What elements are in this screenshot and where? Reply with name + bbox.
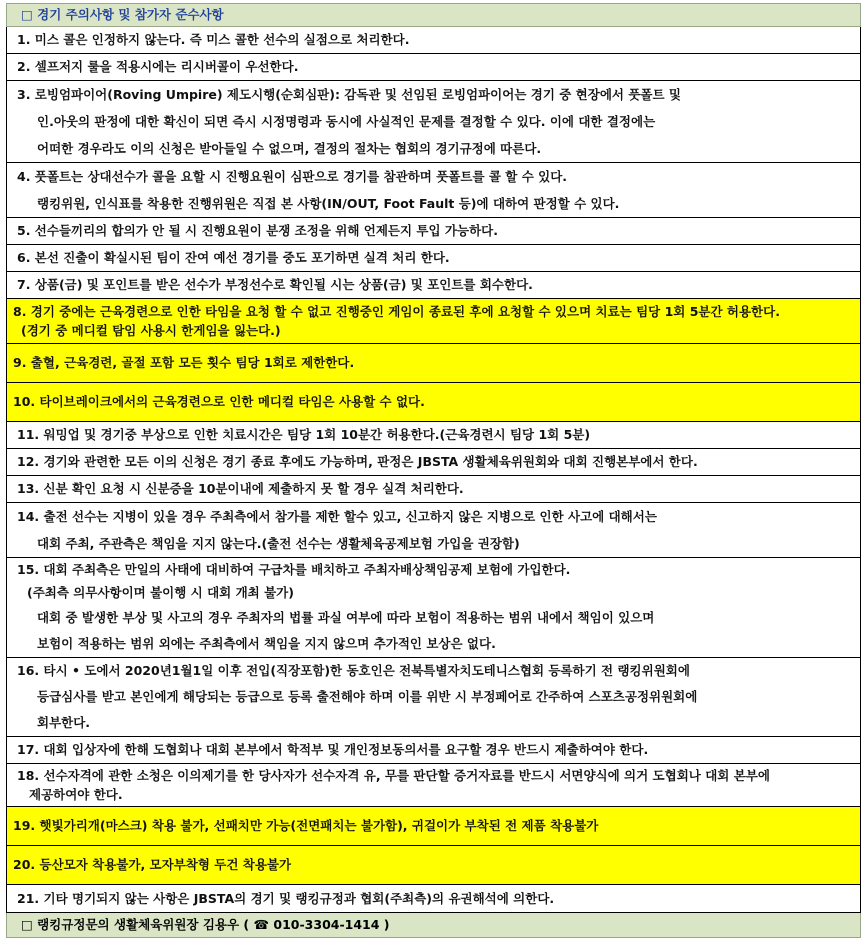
rule-row	[7, 476, 861, 503]
rule-4-line-2: 랭킹위원, 인식표를 착용한 진행위원은 직접 본 사항(IN/OUT, Foot Fault 등)에 대하여 판정할 수 있다.	[7, 190, 861, 218]
rule-1: 1. 미스 콜은 인정하지 않는다. 즉 미스 콜한 선수의 실점으로 처리한다.	[7, 27, 861, 54]
rule-4-line-1: 4. 풋폴트는 상대선수가 콜을 요할 시 진행요원이 심판으로 경기를 참관하며 풋폴트를 콜 할 수 있다.	[7, 163, 861, 191]
rule-row-highlight	[7, 807, 861, 846]
rule-row	[7, 81, 861, 109]
rule-row	[7, 272, 861, 299]
rule-row-highlight	[7, 344, 861, 383]
rule-18-line-2: 제공하여야 한다.	[29, 787, 123, 802]
rule-row	[7, 108, 861, 135]
rule-2: 2. 셀프저지 룰을 적용시에는 리시버콜이 우선한다.	[7, 54, 861, 81]
footer-row	[7, 913, 861, 938]
rule-16-line-1: 16. 타시 • 도에서 2020년1월1일 이후 전입(직장포함)한 동호인은 전북특별자치도테니스협회 등록하기 전 랭킹위원회에	[7, 658, 861, 685]
rule-8-line-2: (경기 중 메디컬 탐임 사용시 한게임을 잃는다.)	[21, 323, 281, 338]
rule-row	[7, 631, 861, 658]
rule-5: 5. 선수들끼리의 합의가 안 될 시 진행요원이 분쟁 조정을 위해 언제든지 투입 가능하다.	[7, 218, 861, 245]
rule-row	[7, 530, 861, 558]
rule-16-line-2: 등급심사를 받고 본인에게 해당되는 등급으로 등록 출전해야 하며 이를 위반 시 부정페어로 간주하여 스포츠공정위원회에	[7, 684, 861, 710]
rule-8-line-1: 8. 경기 중에는 근육경련으로 인한 타임을 요청 할 수 없고 진행중인 게임이 종료된 후에 요청할 수 있으며 치료는 팀당 1회 5분간 허용한다.	[13, 304, 780, 319]
rule-6: 6. 본선 진출이 확실시된 팀이 잔여 예선 경기를 중도 포기하면 실격 처리 한다.	[7, 245, 861, 272]
rule-row	[7, 218, 861, 245]
rule-row	[7, 503, 861, 531]
rule-13: 13. 신분 확인 요청 시 신분증을 10분이내에 제출하지 못 할 경우 실격 처리한다.	[7, 476, 861, 503]
rule-21: 21. 기타 명기되지 않는 사항은 JBSTA의 경기 및 랭킹규정과 협회(주최측)의 유권해석에 의한다.	[7, 885, 861, 913]
rule-3-line-3: 어떠한 경우라도 이의 신청은 받아들일 수 없으며, 결정의 절차는 협회의 경기규정에 따른다.	[7, 135, 861, 163]
rule-15-line-4: 보험이 적용하는 범위 외에는 주최측에서 책임을 지지 않으며 추가적인 보상은 없다.	[7, 631, 861, 658]
rule-row	[7, 658, 861, 685]
rule-14-line-2: 대회 주최, 주관측은 책임을 지지 않는다.(출전 선수는 생활체육공제보험 가입을 권장함)	[7, 530, 861, 558]
section-title: □ 경기 주의사항 및 참가자 준수사항	[7, 4, 861, 27]
rule-row	[7, 163, 861, 191]
rule-16-line-3: 회부한다.	[7, 710, 861, 737]
rule-18-line-1: 18. 선수자격에 관한 소청은 이의제기를 한 당사자가 선수자격 유, 무를 판단할 증거자료를 반드시 서면양식에 의거 도협회나 대회 본부에	[17, 768, 770, 783]
rule-11: 11. 워밍업 및 경기중 부상으로 인한 치료시간은 팀당 1회 10분간 허용한다.(근육경련시 팀당 1회 5분)	[7, 422, 861, 449]
rule-row	[7, 135, 861, 163]
rules-sheet	[6, 3, 861, 938]
rule-15-line-1: 15. 대회 주최측은 만일의 사태에 대비하여 구급차를 배치하고 주최자배상책임공제 보험에 가입한다.	[7, 558, 861, 582]
rule-7: 7. 상품(금) 및 포인트를 받은 선수가 부정선수로 확인될 시는 상품(금) 및 포인트를 회수한다.	[7, 272, 861, 299]
rule-row	[7, 449, 861, 476]
rule-12: 12. 경기와 관련한 모든 이의 신청은 경기 종료 후에도 가능하며, 판정은 JBSTA 생활체육위원회와 대회 진행본부에서 한다.	[7, 449, 861, 476]
rule-18	[7, 764, 861, 807]
rule-row-highlight	[7, 846, 861, 885]
rule-row	[7, 885, 861, 913]
rule-row	[7, 684, 861, 710]
rule-9: 9. 출혈, 근육경련, 골절 포함 모든 횟수 팀당 1회로 제한한다.	[7, 344, 861, 383]
rule-row	[7, 764, 861, 807]
rule-row	[7, 737, 861, 764]
rule-row	[7, 710, 861, 737]
header-row	[7, 4, 861, 27]
rule-15-line-3: 대회 중 발생한 부상 및 사고의 경우 주최자의 법률 과실 여부에 따라 보험이 적용하는 범위 내에서 책임이 있으며	[7, 604, 861, 631]
rule-3-line-2: 인.아웃의 판정에 대한 확신이 되면 즉시 시정명령과 동시에 사실적인 문제를 결정할 수 있다. 이에 대한 결정에는	[7, 108, 861, 135]
rule-row	[7, 190, 861, 218]
rule-row	[7, 558, 861, 582]
rule-row-highlight	[7, 299, 861, 344]
rule-19: 19. 햇빛가리개(마스크) 착용 불가, 선패치만 가능(전면패치는 불가함), 귀걸이가 부착된 전 제품 착용불가	[7, 807, 861, 846]
rule-row	[7, 54, 861, 81]
rule-row	[7, 27, 861, 54]
rule-8	[7, 299, 861, 344]
rule-row	[7, 581, 861, 604]
rule-20: 20. 등산모자 착용불가, 모자부착형 두건 착용불가	[7, 846, 861, 885]
contact-info: □ 랭킹규정문의 생활체육위원장 김용우 ( ☎ 010-3304-1414 )	[7, 913, 861, 938]
rule-row	[7, 422, 861, 449]
rule-10: 10. 타이브레이크에서의 근육경련으로 인한 메디컬 타임은 사용할 수 없다.	[7, 383, 861, 422]
rule-row-highlight	[7, 383, 861, 422]
rules-table	[6, 3, 861, 938]
rule-14-line-1: 14. 출전 선수는 지병이 있을 경우 주최측에서 참가를 제한 할수 있고, 신고하지 않은 지병으로 인한 사고에 대해서는	[7, 503, 861, 531]
rule-15-line-2: (주최측 의무사항이며 불이행 시 대회 개최 불가)	[7, 581, 861, 604]
rule-row	[7, 245, 861, 272]
rule-row	[7, 604, 861, 631]
rule-3-line-1: 3. 로빙엄파이어(Roving Umpire) 제도시행(순회심판): 감독관 및 선임된 로빙엄파이어는 경기 중 현장에서 풋폴트 및	[7, 81, 861, 109]
rule-17: 17. 대회 입상자에 한해 도협회나 대회 본부에서 학적부 및 개인정보동의서를 요구할 경우 반드시 제출하여야 한다.	[7, 737, 861, 764]
